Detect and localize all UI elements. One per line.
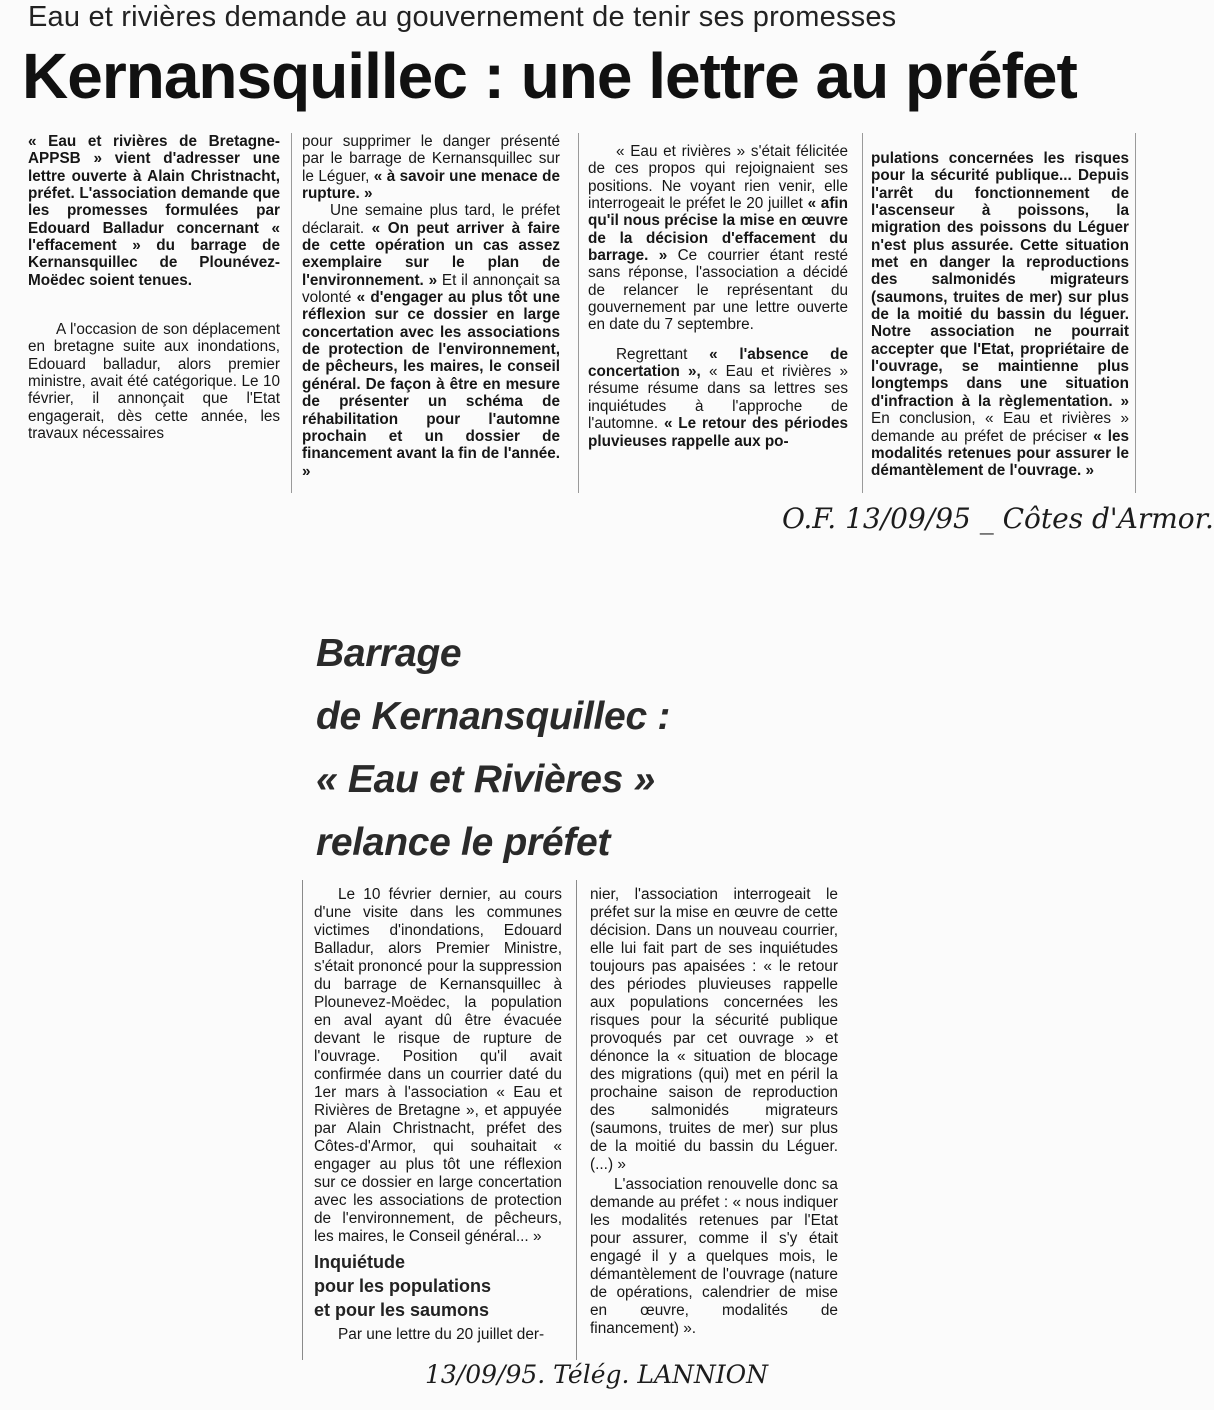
article1-lead: « Eau et rivières de Bretagne-APPSB » vient d'adresser une lettre ouverte à Alain Christnacht, préfet. L'association demande que les promesses formulées par Edouard Balladur concernant « l'effacement » du barrage de Kernansquillec de Plounévez-Moëdec soient tenues. <box>28 133 280 289</box>
article1-column-4 <box>871 150 1129 480</box>
column-rule <box>862 133 863 493</box>
article1-col2-paragraph-1 <box>302 133 560 202</box>
quote-run: « l'absence de concertation », <box>588 345 848 381</box>
quote-run: « les modalités retenues pour assurer le démantèlement de l'ouvrage. » <box>871 427 1129 480</box>
quote-run: pulations concernées les risques pour la sécurité publique... Depuis l'arrêt du fonctionnement de l'ascenseur à poissons, la migration des poissons du Léguer n'est plus assurée. Cette situation met en danger la reproductions des salmonidés migrateurs (saumons, truites de mer) sur plus de la moitié du bassin du léguer. Notre association ne pourrait accepter que l'Etat, propriétaire de l'ouvrage, se maintienne plus longtemps dans une situation d'infraction à la règlementation. » <box>871 150 1129 410</box>
article1-headline: Kernansquillec : une lettre au préfet <box>22 40 1077 112</box>
column-rule <box>291 133 292 493</box>
text-run: « Eau et rivières » s'était félicitée de ces propos qui rejoignaient ses positions. Ne voyant rien venir, elle interrogeait le préfet le 20 juillet <box>588 143 848 213</box>
article2-headline <box>316 622 876 874</box>
article2-column-1 <box>314 886 562 1344</box>
text-run: « Eau et rivières » résume résume dans sa lettres ses inquiétudes à l'approche de l'automne. <box>588 363 848 433</box>
quote-run: « Le retour des périodes pluvieuses rappelle aux po- <box>588 415 848 450</box>
article1-col2-paragraph-2 <box>302 202 560 480</box>
headline-line: de Kernansquillec : <box>316 695 671 738</box>
article1-col3-paragraph-2 <box>588 346 848 450</box>
column-rule <box>578 133 579 493</box>
article1-kicker: Eau et rivières demande au gouvernement de tenir ses promesses <box>28 1 897 33</box>
article2-column-2 <box>590 886 838 1338</box>
article1-column-2 <box>302 133 560 480</box>
article2-col2-paragraph-1: nier, l'association interrogeait le préfet sur la mise en œuvre de cette décision. Dans un nouveau courrier, elle lui fait part de ses inquiétudes toujours pas apaisées : « le retour des périodes pluvieuses rappelle aux populations concernées les risques pour la sécurité publique provoqués par cet ouvrage » et dénonce la « situation de blocage des migrations (qui) met en péril la prochaine saison de reproduction des salmonidés migrateurs (saumons, truites de mer) sur plus de la moitié du bassin du Léguer. (...) » <box>590 886 838 1173</box>
text-run: Et il annonçait sa volonté <box>302 271 561 307</box>
text-run: Ce courrier étant resté sans réponse, l'association a décidé de relancer le représentant du gouvernement par une lettre ouverte en date du 7 septembre. <box>588 247 849 334</box>
text-run: pour supprimer le danger présenté par le barrage de Kernansquillec sur le Léguer, <box>302 133 560 185</box>
column-rule <box>302 880 303 1360</box>
text-run: En conclusion, « Eau et rivières » demande au préfet de préciser <box>871 410 1129 445</box>
subheading-line: et pour les saumons <box>314 1300 490 1320</box>
text-run: Une semaine plus tard, le préfet déclarait. <box>302 202 560 237</box>
handwritten-source-note: 13/09/95. Télég. LANNION <box>425 1360 769 1389</box>
quote-run: « On peut arriver à faire de cette opération un cas assez exemplaire sur le plan de l'environnement. » <box>302 219 560 289</box>
article1-col3-paragraph-1 <box>588 143 848 334</box>
article1-col1-paragraph: A l'occasion de son déplacement en bretagne suite aux inondations, Edouard balladur, alors premier ministre, avait été catégorique. Le 10 février, il annonçait que l'Etat engagerait, dès cette année, les travaux nécessaires <box>28 321 280 443</box>
handwritten-source-note: O.F. 13/09/95 _ Côtes d'Armor. <box>782 502 1214 535</box>
quote-run: « à savoir une menace de rupture. » <box>302 167 561 203</box>
article1-column-3 <box>588 143 848 450</box>
column-rule <box>576 880 577 1360</box>
article2-col1-paragraph-1: Le 10 février dernier, au cours d'une visite dans les communes victimes d'inondations, Edouard Balladur, alors Premier Ministre, s'était prononcé pour la suppression du barrage de Kernansquillec à Plounevez-Moëdec, la population en aval ayant dû être évacuée devant le risque de rupture de l'ouvrage. Position qu'il avait confirmée dans un courrier daté du 1er mars à l'association « Eau et Rivières de Bretagne », et appuyée par Alain Christnacht, préfet des Côtes-d'Armor, qui souhaitait « engager au plus tôt une réflexion sur ce dossier en large concertation avec les associations de protection de l'environnement, de pêcheurs, les maires, le Conseil général... » <box>314 886 562 1245</box>
column-rule <box>1135 133 1136 493</box>
article2-col2-paragraph-2: L'association renouvelle donc sa demande au préfet : « nous indiquer les modalités retenues par l'Etat pour assurer, comme il s'y était engagé il y a quelques mois, le démantèlement de l'ouvrage (nature de opérations, calendrier de mise en œuvre, modalités de financement) ». <box>590 1176 838 1337</box>
text-run: Regrettant <box>616 345 688 363</box>
article2-subheading <box>314 1250 562 1322</box>
headline-line: « Eau et Rivières » <box>316 758 655 801</box>
headline-line: Barrage <box>316 632 462 675</box>
article1-col4-paragraph <box>871 150 1129 480</box>
subheading-line: Inquiétude <box>314 1252 405 1272</box>
quote-run: « afin qu'il nous précise la mise en œuvre de la décision d'effacement du barrage. » <box>588 195 849 265</box>
article1-column-1 <box>28 133 280 443</box>
headline-line: relance le préfet <box>316 821 611 864</box>
article2-col1-paragraph-2: Par une lettre du 20 juillet der- <box>338 1326 545 1343</box>
quote-run: « d'engager au plus tôt une réflexion sur ce dossier en large concertation avec les associations de protection de l'environnement, de pêcheurs, les maires, le conseil général. De façon à être en mesure de présenter un schéma de réhabilitation pour l'automne prochain et un dossier de financement avant la fin de l'année. » <box>302 289 560 480</box>
subheading-line: pour les populations <box>314 1276 492 1296</box>
